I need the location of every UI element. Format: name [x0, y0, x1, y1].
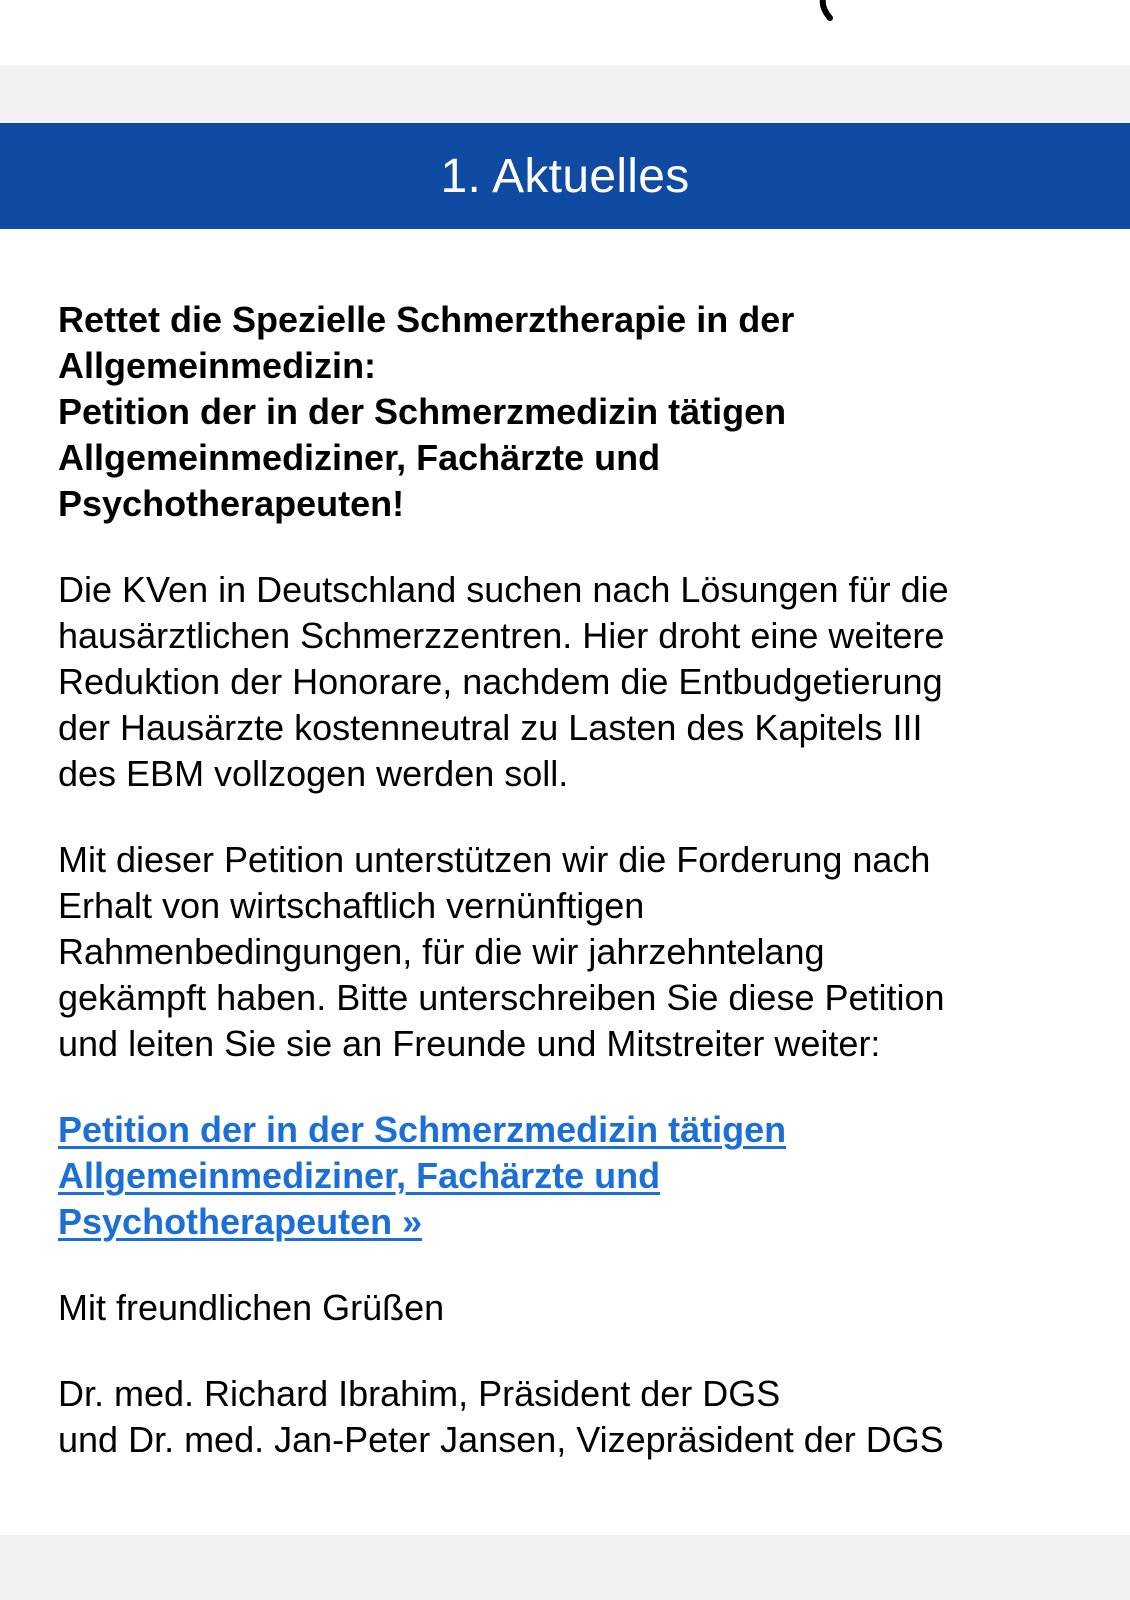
headline-line: Psychotherapeuten! [58, 483, 405, 524]
signature [58, 1371, 1078, 1463]
signature-line: Dr. med. Richard Ibrahim, Präsident der DGS [58, 1373, 781, 1414]
paragraph-line: Reduktion der Honorare, nachdem die Entbudgetierung [58, 661, 943, 702]
paragraph-line: Die KVen in Deutschland suchen nach Lösungen für die [58, 569, 949, 610]
link-line[interactable]: Psychotherapeuten » [58, 1201, 423, 1242]
article-headline [58, 297, 1078, 527]
paragraph-line: Rahmenbedingungen, für die wir jahrzehntelang [58, 931, 825, 972]
paragraph-line: gekämpft haben. Bitte unterschreiben Sie diese Petition [58, 977, 945, 1018]
link-line[interactable]: Allgemeinmediziner, Fachärzte und [58, 1155, 661, 1196]
article [58, 297, 1078, 1503]
section-header [0, 123, 1130, 229]
gray-separator-top [0, 65, 1130, 123]
closing-greeting: Mit freundlichen Grüßen [58, 1287, 445, 1328]
top-area [0, 0, 1130, 65]
paragraph-line: der Hausärzte kostenneutral zu Lasten des Kapitels III [58, 707, 923, 748]
headline-line: Allgemeinmedizin: [58, 345, 377, 386]
paragraph-line: des EBM vollzogen werden soll. [58, 753, 569, 794]
headline-line: Rettet die Spezielle Schmerztherapie in der [58, 299, 795, 340]
petition-link[interactable] [58, 1107, 1078, 1245]
headline-line: Allgemeinmediziner, Fachärzte und [58, 437, 661, 478]
paragraph-petition-call [58, 837, 1078, 1067]
paragraph-line: hausärztlichen Schmerzzentren. Hier droht eine weitere [58, 615, 945, 656]
link-line[interactable]: Petition der in der Schmerzmedizin tätigen [58, 1109, 787, 1150]
paragraph-line: und leiten Sie sie an Freunde und Mitstreiter weiter: [58, 1023, 881, 1064]
article-content [0, 229, 1130, 1535]
logo-fragment-icon [812, 0, 848, 22]
paragraph-line: Erhalt von wirtschaftlich vernünftigen [58, 885, 645, 926]
section-title: 1. Aktuelles [440, 149, 690, 203]
signature-line: und Dr. med. Jan-Peter Jansen, Vizepräsident der DGS [58, 1419, 944, 1460]
paragraph-line: Mit dieser Petition unterstützen wir die Forderung nach [58, 839, 931, 880]
headline-line: Petition der in der Schmerzmedizin tätigen [58, 391, 787, 432]
gray-separator-bottom [0, 1535, 1130, 1600]
paragraph-intro [58, 567, 1078, 797]
